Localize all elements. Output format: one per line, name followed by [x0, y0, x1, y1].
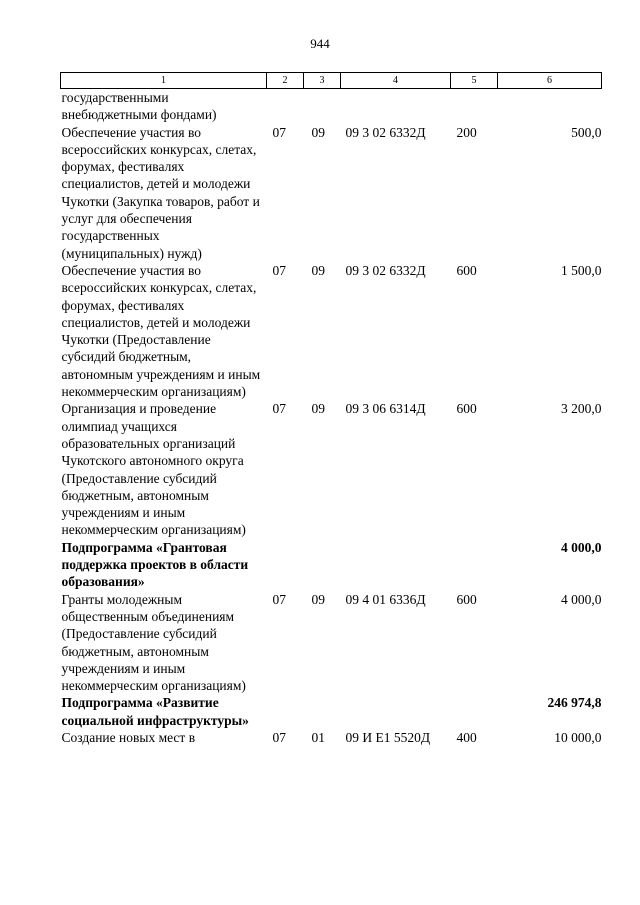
- row-expense-type: [451, 89, 498, 124]
- table-row: [61, 729, 602, 746]
- table-row: [61, 124, 602, 262]
- column-number-header-row: [61, 73, 602, 89]
- row-subsection: 09: [311, 401, 325, 417]
- subprogram-name: Подпрограмма «Грантовая поддержка проектов в области образования»: [61, 539, 249, 590]
- row-expense-type: [451, 539, 498, 591]
- row-section: 07: [272, 729, 286, 745]
- subprogram-name: Подпрограмма «Развитие социальной инфраструктуры»: [61, 695, 249, 728]
- row-amount: 10 000,0: [554, 729, 602, 745]
- subprogram-row: [61, 694, 602, 729]
- row-name: государственными внебюджетными фондами): [61, 90, 217, 123]
- row-section: 07: [272, 124, 286, 140]
- row-expense-type: 400: [456, 729, 477, 745]
- column-header-5: 5: [451, 73, 498, 89]
- page-number: 944: [310, 36, 330, 51]
- subprogram-row: [61, 539, 602, 591]
- row-name: Обеспечение участия во всероссийских конкурсах, слетах, форумах, фестивалях специалистов, детей и молодежи Чукотки (Предоставление субсидий бюджетным, автономным учреждениям и иным некоммерческим организациям): [61, 262, 261, 400]
- row-expense-type: 600: [456, 262, 477, 278]
- row-expense-type: 200: [456, 124, 477, 140]
- row-subsection: 09: [311, 124, 325, 140]
- column-header-4: 4: [341, 73, 451, 89]
- table-row: [61, 400, 602, 538]
- column-header-3: 3: [304, 73, 341, 89]
- row-amount: [498, 89, 602, 124]
- row-subsection: [304, 89, 341, 124]
- row-target-code: 09 3 06 6314Д: [345, 401, 426, 417]
- row-target-code: 09 И Е1 5520Д: [345, 729, 431, 745]
- column-header-1: 1: [61, 73, 267, 89]
- row-section: 07: [272, 401, 286, 417]
- row-subsection: [304, 539, 341, 591]
- row-target-code: [341, 694, 451, 729]
- row-section: 07: [272, 262, 286, 278]
- row-amount: 1 500,0: [561, 262, 602, 278]
- budget-table: [60, 72, 602, 746]
- row-target-code: 09 4 01 6336Д: [345, 591, 426, 607]
- row-subsection: 09: [311, 262, 325, 278]
- column-header-2: 2: [267, 73, 304, 89]
- subprogram-amount: 246 974,8: [547, 695, 602, 711]
- table-row: [61, 89, 602, 124]
- table-row: [61, 262, 602, 400]
- row-amount: 3 200,0: [561, 401, 602, 417]
- row-section: 07: [272, 591, 286, 607]
- row-section: [267, 694, 304, 729]
- row-target-code: [341, 539, 451, 591]
- subprogram-amount: 4 000,0: [561, 539, 602, 555]
- column-header-6: 6: [498, 73, 602, 89]
- row-target-code: [341, 89, 451, 124]
- row-subsection: 09: [311, 591, 325, 607]
- row-expense-type: [451, 694, 498, 729]
- row-section: [267, 539, 304, 591]
- row-expense-type: 600: [456, 401, 477, 417]
- row-expense-type: 600: [456, 591, 477, 607]
- row-subsection: 01: [311, 729, 325, 745]
- row-name: Создание новых мест в: [61, 729, 196, 745]
- row-subsection: [304, 694, 341, 729]
- row-name: Организация и проведение олимпиад учащихся образовательных организаций Чукотского автономного округа (Предоставление субсидий бюджетным, автономным учреждениям и иным некоммерческим организациям): [61, 401, 246, 538]
- row-target-code: 09 3 02 6332Д: [345, 262, 426, 278]
- row-amount: 4 000,0: [561, 591, 602, 607]
- row-section: [267, 89, 304, 124]
- row-name: Гранты молодежным общественным объединениям (Предоставление субсидий бюджетным, автономным учреждениям и иным некоммерческим организациям): [61, 591, 246, 694]
- table-row: [61, 591, 602, 695]
- row-target-code: 09 3 02 6332Д: [345, 124, 426, 140]
- row-name: Обеспечение участия во всероссийских конкурсах, слетах, форумах, фестивалях специалистов, детей и молодежи Чукотки (Закупка товаров, работ и услуг для обеспечения государственных (муниципальных) нужд): [61, 124, 260, 261]
- row-amount: 500,0: [571, 124, 602, 140]
